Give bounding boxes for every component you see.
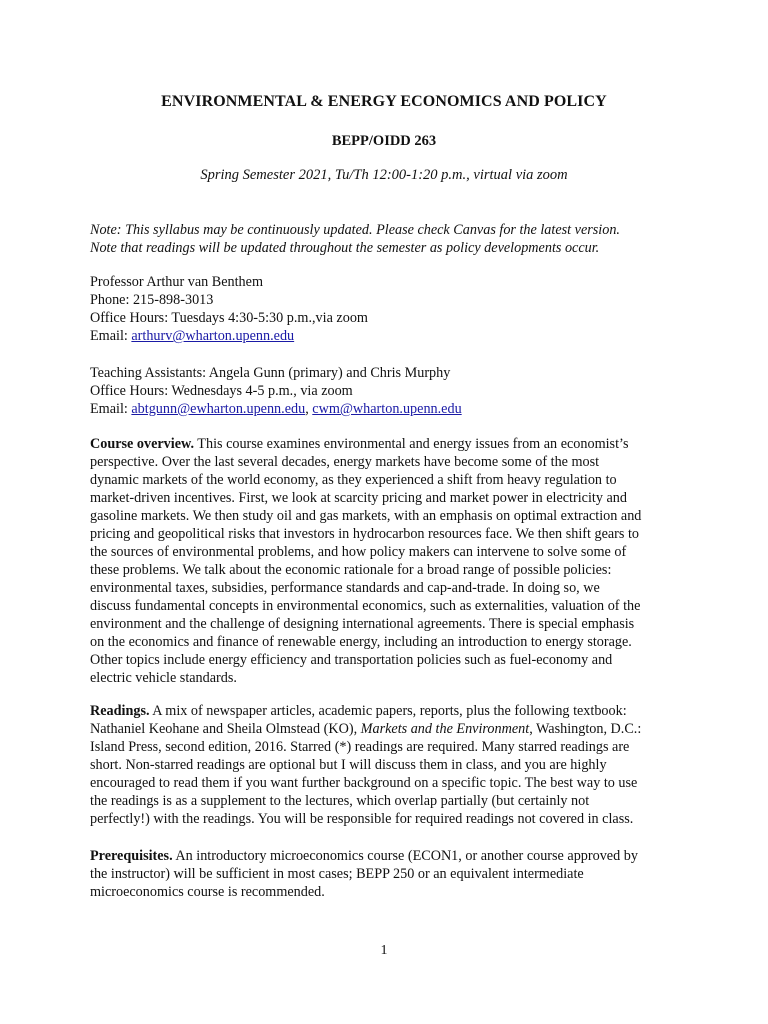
readings-publisher: , Washington, D.C.:	[529, 721, 642, 737]
readings-authors: Nathaniel Keohane and Sheila Olmstead (KO),	[90, 721, 361, 737]
overview-line: electric vehicle standards.	[90, 670, 237, 686]
note-line-2: Note that readings will be updated throughout the semester as policy developments occur.	[90, 240, 600, 256]
email-label: Email:	[90, 401, 132, 417]
prerequisites-section	[90, 847, 686, 901]
overview-line: these problems. We talk about the economic rationale for a broad range of possible policies:	[90, 562, 612, 578]
prereq-text: An introductory microeconomics course (ECON1, or another course approved by	[172, 848, 638, 864]
readings-line	[90, 720, 686, 738]
professor-phone: Phone: 215-898-3013	[90, 292, 214, 308]
ta-info	[90, 364, 686, 418]
ta-email-link-1[interactable]: abtgunn@ewharton.upenn.edu	[131, 401, 306, 417]
course-code: BEPP/OIDD 263	[331, 133, 437, 149]
overview-line: dynamic markets of the world economy, as they experienced a shift from heavy regulation to	[90, 472, 617, 488]
readings-line: the readings is as a supplement to the lectures, which overlap partially (but certainly not	[90, 793, 590, 809]
semester-line: Spring Semester 2021, Tu/Th 12:00-1:20 p.m., virtual via zoom	[200, 167, 568, 183]
overview-line: pricing and geopolitical risks that investors in hydrocarbon resources face. We then shift gears to	[90, 526, 639, 542]
readings-text: A mix of newspaper articles, academic papers, reports, plus the following textbook:	[149, 703, 627, 719]
prereq-line: the instructor) will be sufficient in most cases; BEPP 250 or an equivalent intermediate	[90, 866, 584, 882]
professor-info	[90, 273, 686, 345]
course-overview-section	[90, 435, 686, 687]
professor-name: Professor Arthur van Benthem	[90, 274, 263, 290]
readings-section	[90, 702, 686, 828]
overview-line: on the economics and finance of renewable energy, including an introduction to energy storage.	[90, 634, 632, 650]
overview-line: perspective. Over the last several decades, energy markets have become some of the most	[90, 454, 600, 470]
overview-line: environment and the challenge of designing international agreements. There is special emphasis	[90, 616, 635, 632]
ta-office-hours: Office Hours: Wednesdays 4-5 p.m., via zoom	[90, 383, 353, 399]
ta-email-link-2[interactable]: cwm@wharton.upenn.edu	[312, 401, 462, 417]
overview-line: environmental taxes, subsidies, performance standards and cap-and-trade. In doing so, we	[90, 580, 600, 596]
syllabus-note	[90, 221, 686, 257]
overview-line: market-driven incentives. First, we look at scarcity pricing and market power in electricity and	[90, 490, 627, 506]
overview-line: discuss fundamental concepts in environmental economics, such as externalities, valuation of the	[90, 598, 641, 614]
textbook-title: Markets and the Environment	[360, 721, 530, 737]
professor-email-link[interactable]: arthurv@wharton.upenn.edu	[131, 328, 295, 344]
readings-heading: Readings.	[90, 703, 150, 719]
overview-line: Other topics include energy efficiency and transportation policies such as fuel-economy and	[90, 652, 613, 668]
professor-office-hours: Office Hours: Tuesdays 4:30-5:30 p.m.,via zoom	[90, 310, 368, 326]
note-line-1: Note: This syllabus may be continuously updated. Please check Canvas for the latest version.	[90, 222, 620, 238]
email-label: Email:	[90, 328, 132, 344]
prereq-line	[90, 847, 686, 865]
email-separator: ,	[305, 401, 313, 417]
overview-line: gasoline markets. We then study oil and gas markets, with an emphasis on optimal extraction and	[90, 508, 642, 524]
readings-line: encouraged to read them if you want further background on a specific topic. The best way to use	[90, 775, 638, 791]
ta-email-line	[90, 400, 686, 418]
document-title: ENVIRONMENTAL & ENERGY ECONOMICS AND POLICY	[161, 93, 607, 110]
overview-line	[90, 435, 686, 453]
prereq-line: microeconomics course is recommended.	[90, 884, 325, 900]
page-number: 1	[380, 943, 388, 958]
readings-line	[90, 702, 686, 720]
professor-email-line	[90, 327, 686, 345]
prerequisites-heading: Prerequisites.	[90, 848, 173, 864]
ta-names: Teaching Assistants: Angela Gunn (primary) and Chris Murphy	[90, 365, 451, 381]
readings-line: short. Non-starred readings are optional but I will discuss them in class, and you are highly	[90, 757, 607, 773]
overview-text: This course examines environmental and energy issues from an economist’s	[194, 436, 629, 452]
readings-line: Island Press, second edition, 2016. Starred (*) readings are required. Many starred readings are	[90, 739, 630, 755]
readings-line: perfectly!) with the readings. You will be responsible for required readings not covered in class.	[90, 811, 634, 827]
overview-line: the sources of environmental problems, and how policy makers can intervene to solve some of	[90, 544, 627, 560]
overview-heading: Course overview.	[90, 436, 195, 452]
